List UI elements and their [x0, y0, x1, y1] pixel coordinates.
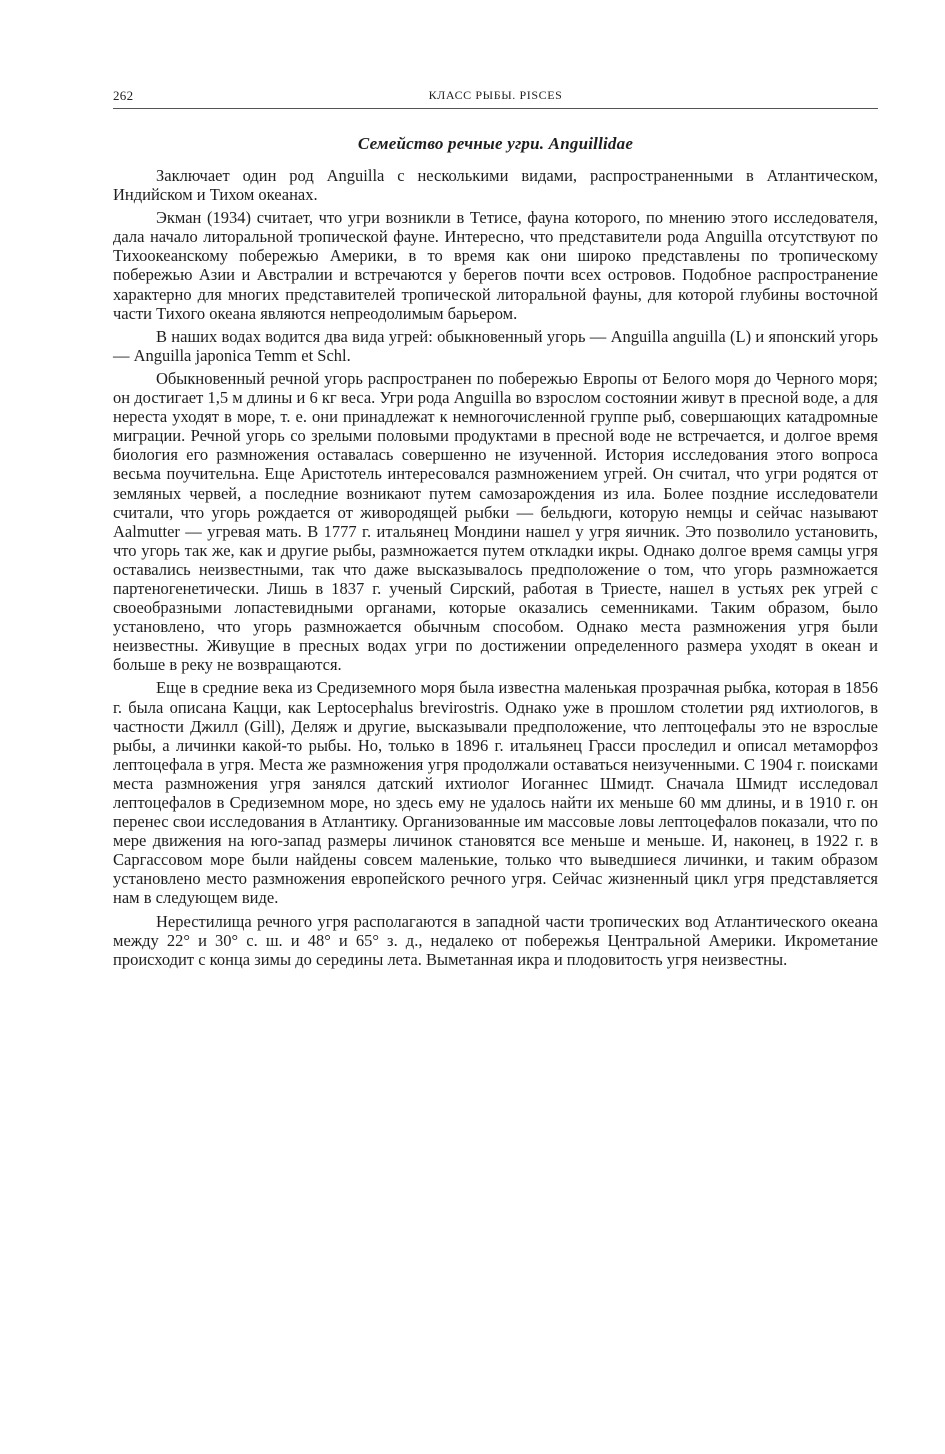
paragraph: В наших водах водится два вида угрей: обыкновенный угорь — Anguilla anguilla (L) и японский угорь — Anguilla japonica Temm et Schl. [113, 326, 878, 365]
body-text [113, 166, 878, 969]
page-header [113, 84, 878, 109]
book-page [113, 84, 878, 969]
paragraph: Экман (1934) считает, что угри возникли в Тетисе, фауна которого, по мнению этого исследователя, дала начало литоральной тропической фауне. Интересно, что представители рода Anguilla отсутствуют по Тихоокеанскому побережью Америки, в то время как они широко представлены по тропическому побережью Азии и Австралии и встречаются у берегов почти всех островов. Подобное распространение характерно для многих представителей тропической литоральной фауны, для которой глубины восточной части Тихого океана являются непреодолимым барьером. [113, 208, 878, 323]
page-number: 262 [113, 88, 134, 103]
running-title: КЛАСС РЫБЫ. PISCES [428, 88, 563, 102]
section-heading: Семейство речные угри. Anguillidae [357, 134, 634, 153]
paragraph: Еще в средние века из Средиземного моря была известна маленькая прозрачная рыбка, которая в 1856 г. была описана Кацци, как Leptocephalus brevirostris. Однако уже в прошлом столетии ряд ихтиологов, в частности Джилл (Gill), Деляж и другие, высказывали предположение, что лептоцефалы это не взрослые рыбы, а личинки какой-то рыбы. Но, только в 1896 г. итальянец Грасси проследил и описал метаморфоз лептоцефала в угря. Места же размножения угря продолжали оставаться неизученными. С 1904 г. поисками места размножения угря занялся датский ихтиолог Иоганнес Шмидт. Сначала Шмидт исследовал лептоцефалов в Средиземном море, но здесь ему не удалось найти их меньше 60 мм длины, и в 1910 г. он перенес свои исследования в Атлантику. Организованные им массовые ловы лептоцефалов показали, что по мере движения на юго-запад размеры личинок становятся все меньше и меньше. И, наконец, в 1922 г. в Саргассовом море были найдены совсем маленькие, только что выведшиеся личинки, и таким образом установлено место размножения европейского речного угря. Сейчас жизненный цикл угря представляется нам в следующем виде. [113, 678, 878, 908]
paragraph: Заключает один род Anguilla с несколькими видами, распространенными в Атлантическом, Индийском и Тихом океанах. [113, 166, 878, 205]
paragraph: Нерестилища речного угря располагаются в западной части тропических вод Атлантического океана между 22° и 30° с. ш. и 48° и 65° з. д., недалеко от побережья Центральной Америки. Икрометание происходит с конца зимы до середины лета. Выметанная икра и плодовитость угря неизвестны. [113, 911, 878, 969]
paragraph: Обыкновенный речной угорь распространен по побережью Европы от Белого моря до Черного моря; он достигает 1,5 м длины и 6 кг веса. Угри рода Anguilla во взрослом состоянии живут в пресной воде, а для нереста уходят в море, т. е. они принадлежат к немногочисленной группе рыб, совершающих катадромные миграции. Речной угорь со зрелыми половыми продуктами в пресной воде не встречается, и долгое время биология его размножения оставалась совершенно не изученной. История исследования этого вопроса весьма поучительна. Еще Аристотель интересовался размножением угрей. Он считал, что угри родятся от земляных червей, а последние возникают путем самозарождения из ила. Более поздние исследователи считали, что угорь рождается от живородящей рыбки — бельдюги, которую немцы и сейчас называют Aalmutter — угревая мать. В 1777 г. итальянец Мондини нашел у угря яичник. Это позволило установить, что угорь так же, как и другие рыбы, размножается путем откладки икры. Однако долгое время самцы угря оставались неизвестными, так что даже высказывалось предположение о том, что угорь размножается партеногенетически. Лишь в 1837 г. ученый Сирский, работая в Триесте, нашел в устьях рек угрей с своеобразными лопастевидными органами, которые оказались семенниками. Таким образом, было установлено, что угорь размножается обычным способом. Однако места размножения угря были неизвестны. Живущие в пресных водах угри по достижении определенного размера уходят в океан и больше в реку не возвращаются. [113, 368, 878, 675]
